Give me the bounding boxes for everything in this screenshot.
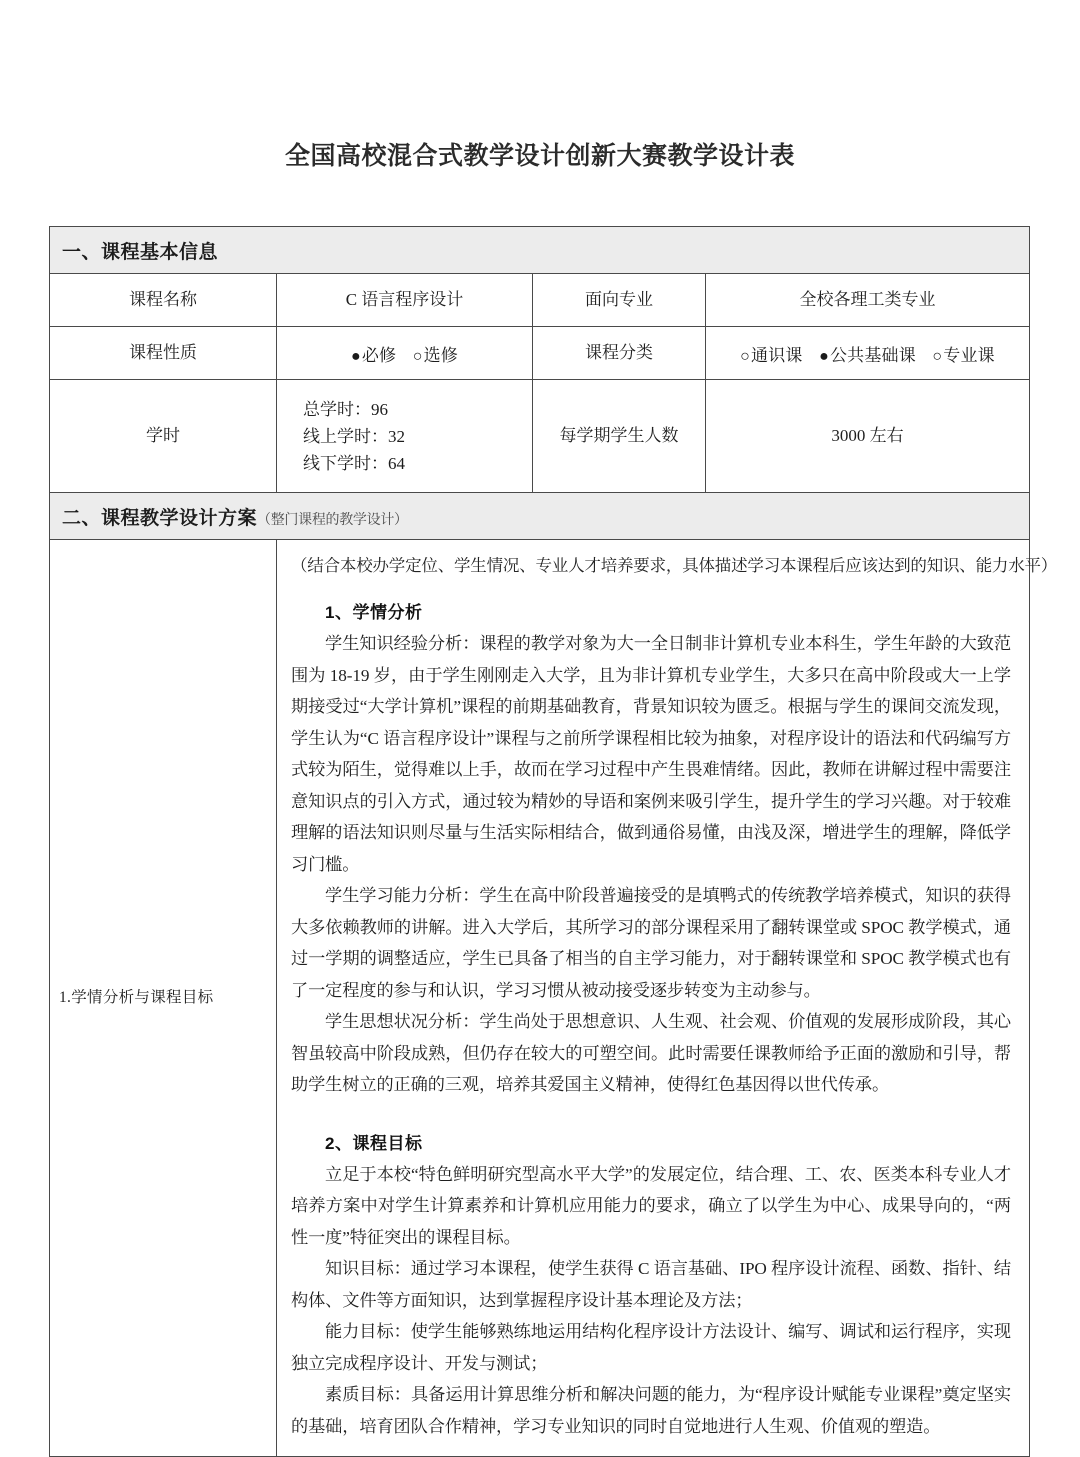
radio-filled-icon: ● <box>350 347 361 365</box>
table-row <box>50 327 1030 380</box>
course-nature-radio-group[interactable] <box>277 327 533 380</box>
target-major-label: 面向专业 <box>533 274 706 327</box>
radio-empty-icon: ○ <box>412 347 423 365</box>
hours-offline: 线下学时：64 <box>303 453 405 473</box>
table-row <box>50 540 1030 1457</box>
radio-option-major[interactable] <box>932 346 994 365</box>
course-nature-label: 课程性质 <box>50 327 277 380</box>
students-per-term-value: 3000 左右 <box>706 380 1030 493</box>
course-name-value: C 语言程序设计 <box>277 274 533 327</box>
course-name-label: 课程名称 <box>50 274 277 327</box>
section-two-note: （结合本校办学定位、学生情况、专业人才培养要求，具体描述学习本课程后应该达到的知识、能力水平） <box>291 556 1058 575</box>
paragraph: 能力目标：使学生能够熟练地运用结构化程序设计方法设计、编写、调试和运行程序，实现独立完成程序设计、开发与测试； <box>291 1322 1012 1373</box>
section-two-header <box>50 493 1030 540</box>
hours-total: 总学时：96 <box>303 399 388 419</box>
block-spacer <box>291 1101 1011 1123</box>
paragraph: 学生学习能力分析：学生在高中阶段普遍接受的是填鸭式的传统教学培养模式，知识的获得大多依赖教师的讲解。进入大学后，其所学习的部分课程采用了翻转课堂或 SPOC 教学模式，通过一学期的调整适应，学生已具备了相当的自主学习能力，对于翻转课堂和 SPOC 教学模式也有了一定程度的参与和认识，学习习惯从被动接受逐步转变为主动参与。 <box>291 886 1012 1000</box>
radio-option-label: 专业课 <box>943 345 995 365</box>
paragraph: 素质目标：具备运用计算思维分析和解决问题的能力，为“程序设计赋能专业课程”奠定坚实的基础，培育团队合作精神，学习专业知识的同时自觉地进行人生观、价值观的塑造。 <box>291 1385 1012 1436</box>
teaching-design-form <box>49 226 1058 1457</box>
hours-label: 学时 <box>50 380 277 493</box>
radio-option-elective[interactable] <box>413 346 458 365</box>
radio-option-label: 公共基础课 <box>829 345 916 365</box>
section-one-title: 一、课程基本信息 <box>62 241 219 263</box>
paragraph: 学生思想状况分析：学生尚处于思想意识、人生观、社会观、价值观的发展形成阶段，其心智虽较高中阶段成熟，但仍存在较大的可塑空间。此时需要任课教师给予正面的激励和引导，帮助学生树立的正确的三观，培养其爱国主义精神，使得红色基因得以世代传承。 <box>291 1012 1012 1094</box>
section-two-row-label: 1.学情分析与课程目标 <box>50 540 277 1457</box>
radio-option-public-basic[interactable] <box>819 346 920 365</box>
target-major-value: 全校各理工类专业 <box>706 274 1030 327</box>
radio-filled-icon: ● <box>819 347 829 365</box>
section-two-title: 二、课程教学设计方案 <box>62 507 258 529</box>
section-two-row-body <box>277 540 1058 1457</box>
radio-option-label: 选修 <box>423 345 458 365</box>
hours-value-group <box>277 380 533 493</box>
paragraph: 知识目标：通过学习本课程，使学生获得 C 语言基础、IPO 程序设计流程、函数、指针、结构体、文件等方面知识，达到掌握程序设计基本理论及方法； <box>291 1259 1012 1310</box>
page-title: 全国高校混合式教学设计创新大赛教学设计表 <box>284 142 795 170</box>
block-heading-course-objectives: 2、课程目标 <box>325 1133 423 1153</box>
course-category-radio-group[interactable] <box>706 327 1030 380</box>
section-one-header <box>50 227 1030 274</box>
section-two-subtitle: （整门课程的教学设计） <box>257 512 408 528</box>
section-two-header-row <box>50 493 1030 540</box>
hours-online: 线上学时：32 <box>303 426 405 446</box>
radio-option-general[interactable] <box>740 346 807 365</box>
students-per-term-label: 每学期学生人数 <box>533 380 706 493</box>
paragraph: 学生知识经验分析：课程的教学对象为大一全日制非计算机专业本科生，学生年龄的大致范围为 18-19 岁，由于学生刚刚走入大学，且为非计算机专业学生，大多只在高中阶段或大一上学期接受过“大学计算机”课程的前期基础教育，背景知识较为匮乏。根据与学生的课间交流发现，学生认为“C 语言程序设计”课程与之前所学课程相比较为抽象，对程序设计的语法和代码编写方式较为陌生，觉得难以上手，故而在学习过程中产生畏难情绪。因此，教师在讲解过程中需要注意知识点的引入方式，通过较为精妙的导语和案例来吸引学生，提升学生的学习兴趣。对于较难理解的语法知识则尽量与生活实际相结合，做到通俗易懂，由浅及深，增进学生的理解，降低学习门槛。 <box>291 634 1012 874</box>
radio-option-label: 通识课 <box>751 345 803 365</box>
radio-empty-icon: ○ <box>932 347 943 365</box>
radio-option-label: 必修 <box>361 345 397 365</box>
course-category-label: 课程分类 <box>533 327 706 380</box>
radio-option-required[interactable] <box>351 346 401 365</box>
block-heading-situation-analysis: 1、学情分析 <box>325 603 423 622</box>
table-row <box>50 380 1030 493</box>
paragraph: 立足于本校“特色鲜明研究型高水平大学”的发展定位，结合理、工、农、医类本科专业人才培养方案中对学生计算素养和计算机应用能力的要求，确立了以学生为中心、成果导向的，“两性一度”特征突出的课程目标。 <box>291 1164 1012 1247</box>
section-one-header-row <box>50 227 1030 274</box>
table-row <box>50 274 1030 327</box>
radio-empty-icon: ○ <box>740 347 750 365</box>
